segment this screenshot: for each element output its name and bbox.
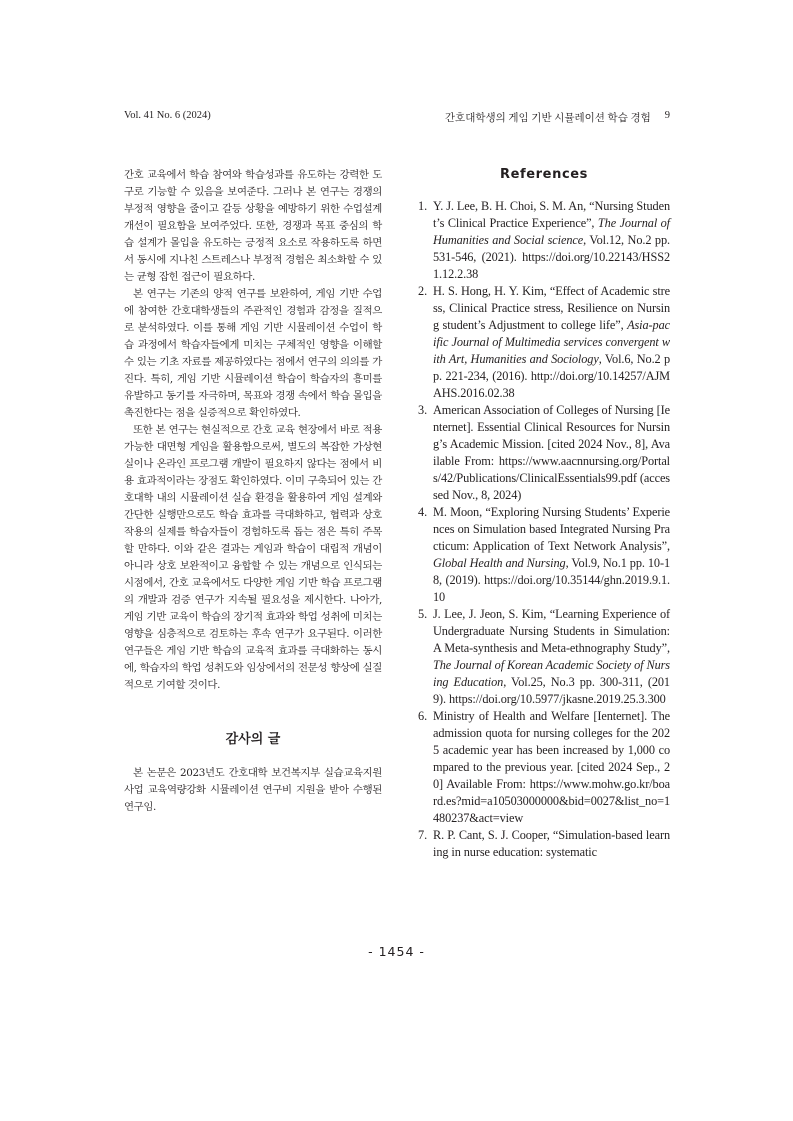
header-right (445, 110, 670, 126)
acknowledgement-text: 본 논문은 2023년도 간호대학 보건복지부 실습교육지원사업 교육역량강화 시뮬레이션 연구비 지원을 받아 수행된 연구임. (124, 767, 382, 813)
running-header (124, 110, 670, 126)
reference-number: 2. (418, 284, 428, 298)
acknowledgement-title: 감사의 글 (225, 732, 281, 747)
reference-text: H. S. Hong, H. Y. Kim, “Effect of Academic stress, Clinical Practice stress, Resilience on Nursing student’s Adjustment to college life”, Asia-pacific Journal of Multimedia services convergent with Art, Humanities and Sociology, Vol.6, No.2 pp. 221-234, (2016). http://doi.org/10.14257/AJMAHS.2016.02.38 (433, 284, 670, 400)
body-paragraph: 간호 교육에서 학습 참여와 학습성과를 유도하는 강력한 도구로 기능할 수 있음을 보여준다. 그러나 본 연구는 경쟁의 부정적 영향을 줄이고 갈등 상황을 예방하기 위한 수업설계 개선이 필요함을 보여주었다. 또한, 경쟁과 목표 중심의 학습 설계가 몰입을 유도하는 긍정적 요소로 작용하도록 하면서 동시에 지나친 스트레스나 부정적 경험은 최소화할 수 있는 균형 잡힌 접근이 필요하다. (124, 169, 382, 283)
journal-name: Global Health and Nursing (433, 556, 566, 570)
journal-name: Asia-pacific Journal of Multimedia services convergent with Art, Humanities and Sociology (433, 318, 670, 366)
reference-number: 3. (418, 403, 428, 417)
reference-number: 7. (418, 828, 428, 842)
journal-name: The Journal of Humanities and Social science (433, 216, 671, 247)
reference-number: 5. (418, 607, 428, 621)
page-footer: - 1454 - (368, 944, 425, 959)
right-column (418, 167, 670, 861)
journal-volume: Vol. 41 No. 6 (2024) (124, 110, 211, 121)
reference-item (418, 606, 670, 708)
reference-text: Y. J. Lee, B. H. Choi, S. M. An, “Nursing Student’s Clinical Practice Experience”, The Journal of Humanities and Social science, Vol.12, No.2 pp. 531-546, (2021). https://doi.org/10.22143/HSS21.12.2.38 (433, 199, 671, 281)
reference-number: 6. (418, 709, 428, 723)
left-column (124, 167, 382, 816)
running-title: 간호대학생의 게임 기반 시뮬레이션 학습 경험 (444, 113, 651, 124)
reference-text: American Association of Colleges of Nursing [Ienternet]. Essential Clinical Resources for Nursing’s Academic Mission. [cited 2024 Nov., 8], Available From: https://www.aacnnursing.org/Portals/42/Publications/ClinicalEssentials99.pdf (accessed Nov., 8, 2024) (433, 403, 670, 502)
reference-item (418, 708, 670, 827)
reference-list (418, 198, 670, 861)
body-paragraph: 본 연구는 기존의 양적 연구를 보완하여, 게임 기반 수업에 참여한 간호대학생들의 주관적인 경험과 감정을 질적으로 분석하였다. 이를 통해 게임 기반 시뮬레이션 수업이 학습 과정에서 학습자들에게 미치는 구체적인 영향을 이해할 수 있는 기초 자료를 제공하였다는 점에서 연구의 의의를 가진다. 특히, 게임 기반 시뮬레이션 학습이 학습자의 흥미를 유발하고 동기를 자극하며, 목표와 경쟁 속에서 학습 몰입을 촉진한다는 점을 실증적으로 확인하였다. (124, 288, 382, 419)
reference-number: 1. (418, 199, 428, 213)
reference-text: R. P. Cant, S. J. Cooper, “Simulation-based learning in nurse education: systematic (433, 828, 670, 859)
page-number: 9 (664, 110, 670, 121)
reference-item (418, 402, 670, 504)
body-paragraph: 또한 본 연구는 현실적으로 간호 교육 현장에서 바로 적용 가능한 대면형 게임을 활용함으로써, 별도의 복잡한 가상현실이나 온라인 프로그램 개발이 필요하지 않다는 점에서 비용 효과적이라는 장점도 확인하였다. 이미 구축되어 있는 간호대학 내의 시뮬레이션 실습 환경을 활용하여 게임 설계와 간단한 실행만으로도 학습 효과를 극대화하고, 협력과 상호작용의 실제를 학습자들이 경험하도록 돕는 점은 특히 주목할 만하다. 이와 같은 결과는 게임과 학습이 대립적 개념이 아니라 상호 보완적이고 융합할 수 있는 개념으로 인식되는 시점에서, 간호 교육에서도 다양한 게임 기반 학습 프로그램의 개발과 검증 연구가 지속될 필요성을 제시한다. 나아가, 게임 기반 교육이 학습의 장기적 효과와 학업 성취에 미치는 영향을 심층적으로 검토하는 후속 연구가 요구된다. 이러한 연구들은 게임 기반 학습의 교육적 효과를 극대화하는 동시에, 학습자의 학업 성취도와 임상에서의 전문성 향상에 실질적으로 기여할 것이다. (124, 424, 382, 691)
reference-item (418, 283, 670, 402)
reference-item (418, 198, 670, 283)
journal-name: The Journal of Korean Academic Society of Nursing Education (433, 658, 670, 689)
reference-item (418, 504, 670, 606)
reference-number: 4. (418, 505, 428, 519)
reference-text: Ministry of Health and Welfare [Ienternet]. The admission quota for nursing colleges for the 2025 academic year has been increased by 1,000 compared to the previous year. [cited 2024 Sep., 20] Available From: https://www.mohw.go.kr/board.es?mid=a10503000000&bid=0027&list_no=1480237&act=view (433, 709, 671, 825)
reference-item (418, 827, 670, 861)
references-title: References (499, 167, 589, 182)
reference-text: J. Lee, J. Jeon, S. Kim, “Learning Experience of Undergraduate Nursing Students in Simulation: A Meta-synthesis and Meta-ethnography Study”, The Journal of Korean Academic Society of Nursing Education, Vol.25, No.3 pp. 300-311, (2019). https://doi.org/10.5977/jkasne.2019.25.3.300 (433, 607, 670, 706)
reference-text: M. Moon, “Exploring Nursing Students’ Experiences on Simulation based Integrated Nursing Practicum: Application of Text Network Analysis”, Global Health and Nursing, Vol.9, No.1 pp. 10-18, (2019). https://doi.org/10.35144/ghn.2019.9.1.10 (433, 505, 670, 604)
